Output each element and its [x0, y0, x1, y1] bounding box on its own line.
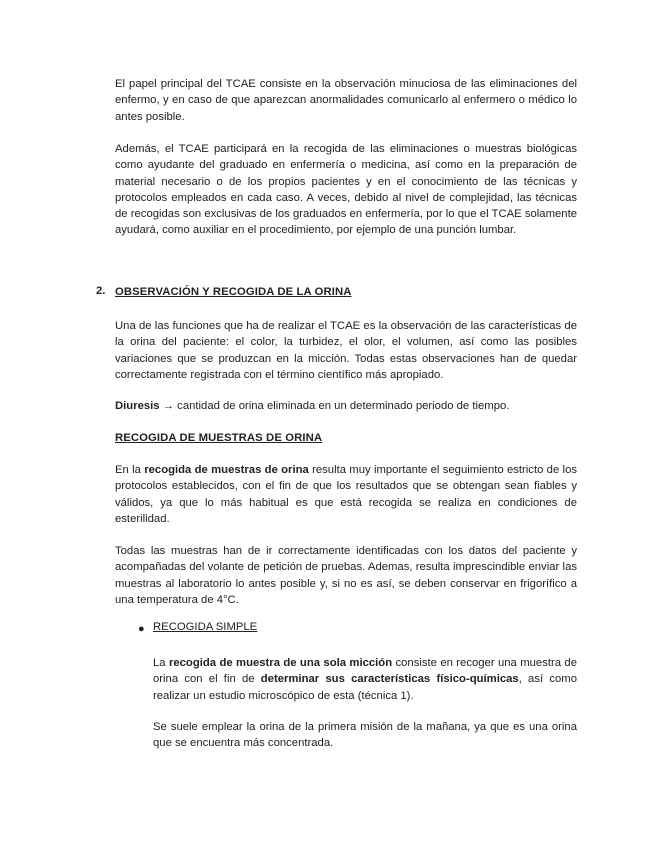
text-fragment: La — [153, 657, 169, 669]
bullet-paragraph-2: Se suele emplear la orina de la primera misión de la mañana, ya que es una orina que se encuentra más concentrada. — [153, 721, 577, 750]
subsection-paragraph-2: Todas las muestras han de ir correctamente identificadas con los datos del paciente y acompañadas del volante de petición de pruebas. Ademas, resulta imprescindible enviar las muestras al laboratorio lo antes posible y, si no es así, se deben conservar en frigorífico a una temperatura de 4°C. — [115, 545, 577, 606]
section-title: OBSERVACIÓN Y RECOGIDA DE LA ORINA — [115, 286, 352, 298]
bullet-paragraph-1 — [153, 655, 577, 704]
subsection-title: RECOGIDA DE MUESTRAS DE ORINA — [115, 432, 323, 444]
diuresis-term: Diuresis — [115, 400, 160, 412]
diuresis-text: → cantidad de orina eliminada en un determinado periodo de tiempo. — [159, 400, 510, 412]
bullet-marker: ● — [138, 623, 145, 635]
bold-fragment: determinar sus características físico-químicas — [260, 673, 519, 686]
text-fragment: En la — [115, 464, 145, 476]
diuresis-definition — [115, 398, 577, 414]
section-number: 2. — [96, 285, 106, 297]
subsection-paragraph-1 — [115, 462, 577, 527]
text-fragment: consiste en recoger una muestra de orina con el fin de — [153, 657, 577, 686]
bold-fragment: recogida de muestras de orina — [144, 464, 309, 476]
bold-fragment: recogida de muestra de una sola micción — [168, 657, 393, 669]
section-paragraph-1: Una de las funciones que ha de realizar el TCAE es la observación de las características de la orina del paciente: el color, la turbidez, el olor, el volumen, así como las posibles variaciones que se produzcan en la micción. Todas estas observaciones han de quedar correctamente registrada con el término científico más apropiado. — [115, 320, 577, 381]
text-fragment: , así como realizar un estudio microscópico de esta (técnica 1). — [153, 673, 577, 702]
intro-paragraph-1: El papel principal del TCAE consiste en la observación minuciosa de las eliminaciones del enfermo, y en caso de que aparezcan anormalidades comunicarlo al enfermero o médico lo antes posible. — [115, 78, 577, 123]
bullet-title: RECOGIDA SIMPLE — [153, 621, 258, 633]
intro-paragraph-2: Además, el TCAE participará en la recogida de las eliminaciones o muestras biológicas como ayudante del graduado en enfermería o medicina, así como en la preparación de material necesario o de los propios pacientes y en el conocimiento de las técnicas y protocolos empleados en cada caso. A veces, debido al nivel de complejidad, las técnicas de recogidas son exclusivas de los graduados en enfermería, por lo que el TCAE solamente ayudará, como auxiliar en el procedimiento, por ejemplo de una punción lumbar. — [115, 143, 577, 237]
text-fragment: resulta muy importante el seguimiento estricto de los protocolos establecidos, con el fin de que los resultados que se obtengan sean fiables y válidos, ya que lo más habitual es que está recogida se realiza en condiciones de esterilidad. — [115, 464, 577, 525]
